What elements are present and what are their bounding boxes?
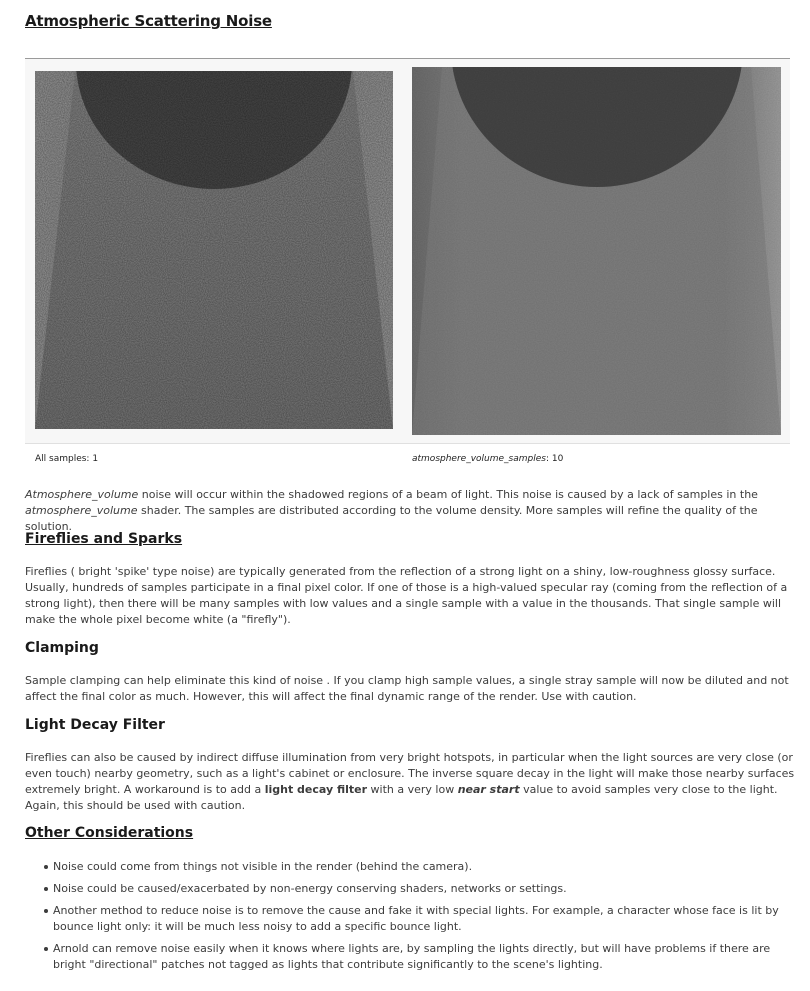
decay-text-2: with a very low [367, 783, 458, 796]
page-title: Atmospheric Scattering Noise [25, 12, 272, 30]
other-section [25, 859, 795, 979]
list-item: Noise could be caused/exacerbated by non-energy conserving shaders, networks or settings. [25, 881, 795, 897]
other-heading: Other Considerations [25, 825, 194, 841]
render-noisy-svg [35, 71, 393, 429]
comparison-figure [25, 58, 790, 444]
decay-heading-block [25, 717, 795, 733]
clamping-text: Sample clamping can help eliminate this kind of noise . If you clamp high sample values, a single stray sample will now be diluted and not affect the final color as much. However, this will affect the final dynamic range of the render. Use with caution. [25, 674, 789, 703]
figure-caption-right [412, 454, 563, 464]
render-smooth-svg [412, 67, 781, 435]
figure-caption-left: All samples: 1 [35, 454, 99, 464]
near-start-term: near start [457, 783, 520, 796]
considerations-list [25, 859, 795, 973]
decay-text-3: value to avoid samples very close to the light. Again, this should be used with caution. [25, 783, 778, 812]
list-item: Noise could come from things not visible in the render (behind the camera). [25, 859, 795, 875]
caption-value: : 10 [545, 454, 564, 464]
clamping-section [25, 673, 795, 705]
decay-text [25, 750, 795, 814]
fireflies-heading-block [25, 531, 795, 547]
clamping-heading-block [25, 640, 795, 656]
intro-text-2: shader. The samples are distributed according to the volume density. More samples will refine the quality of the solution. [25, 504, 758, 533]
render-image-smooth [412, 67, 781, 435]
decay-text-1: Fireflies can also be caused by indirect diffuse illumination from very bright hotspots, in particular when the light sources are very close (or even touch) nearby geometry, such as a light's cabinet or enclosure. The inverse square decay in the light will make those nearby surfaces extremely bright. A workaround is to add a [25, 751, 795, 796]
decay-heading: Light Decay Filter [25, 717, 165, 733]
intro-paragraph [25, 487, 795, 535]
fireflies-section [25, 564, 795, 628]
clamping-heading: Clamping [25, 640, 99, 656]
render-image-noisy [35, 71, 393, 429]
list-item: Another method to reduce noise is to remove the cause and fake it with special lights. For example, a character whose face is lit by bounce light only: it will be much less noisy to add a specific bounce light. [25, 903, 795, 935]
intro-text-1: noise will occur within the shadowed regions of a beam of light. This noise is caused by a lack of samples in the [138, 488, 758, 501]
decay-section [25, 750, 795, 814]
other-heading-block [25, 825, 795, 841]
fireflies-text: Fireflies ( bright 'spike' type noise) are typically generated from the reflection of a strong light on a shiny, low-roughness glossy surface. Usually, hundreds of samples participate in a final pixel color. If one of those is a high-valued specular ray (coming from the reflection of a strong light), then there will be many samples with low values and a single sample with a value in the thousands. That single sample will make the whole pixel become white (a "firefly"). [25, 565, 788, 626]
intro-text [25, 487, 795, 535]
intro-term-2: atmosphere_volume [25, 504, 138, 517]
intro-term-1: Atmosphere_volume [25, 488, 139, 501]
fireflies-heading: Fireflies and Sparks [25, 531, 183, 547]
decay-filter-term: light decay filter [264, 783, 368, 796]
list-item: Arnold can remove noise easily when it knows where lights are, by sampling the lights directly, but will have problems if there are bright "directional" patches not tagged as lights that contribute significantly to the scene's lighting. [25, 941, 795, 973]
caption-term: atmosphere_volume_samples [412, 454, 546, 464]
